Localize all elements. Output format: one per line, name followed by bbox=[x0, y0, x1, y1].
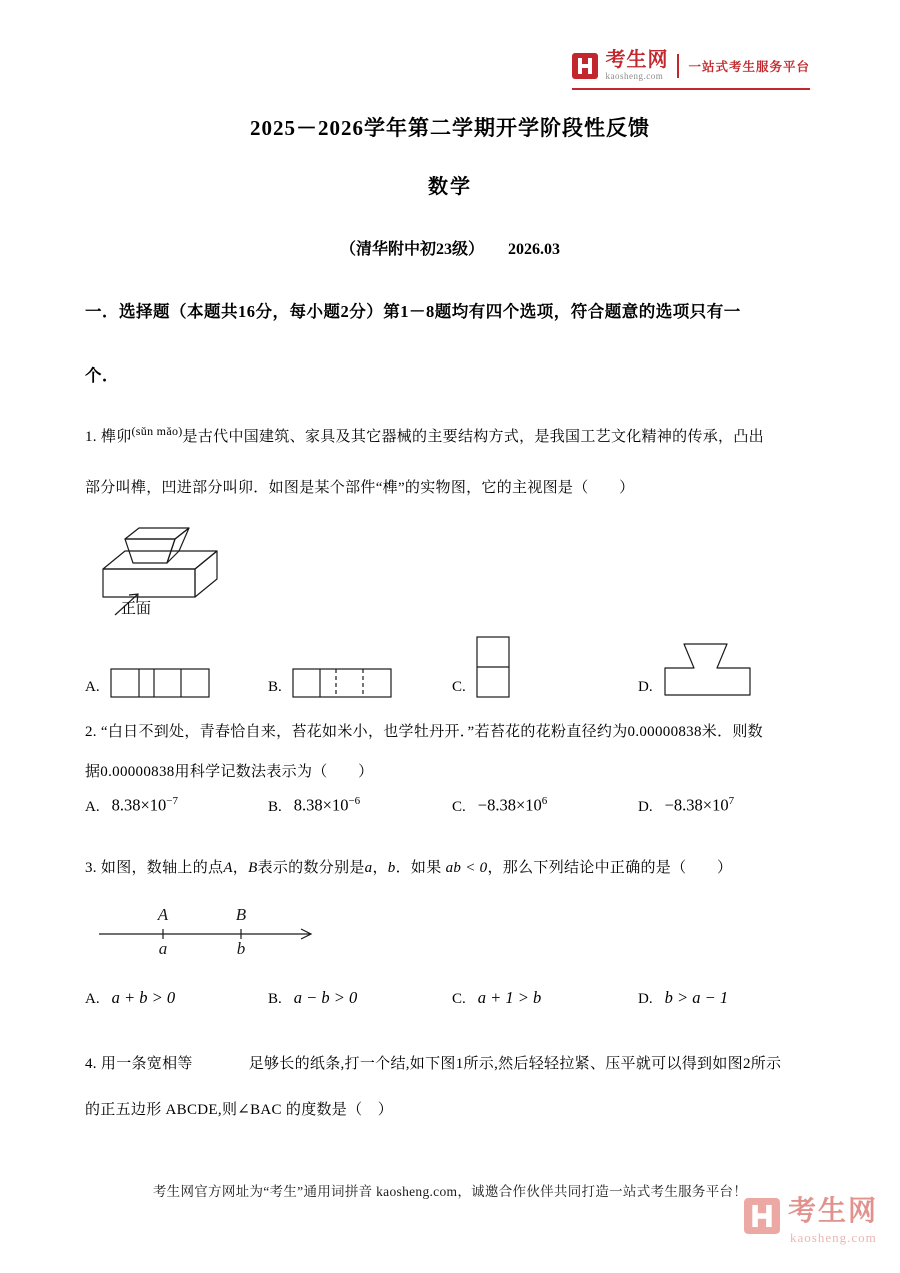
q1-option-a-diagram bbox=[110, 668, 210, 698]
q2-option-c-exponent: 6 bbox=[541, 795, 548, 807]
q2-option-d bbox=[638, 795, 734, 816]
q3-option-a-label: A. bbox=[85, 991, 100, 1007]
q3-options bbox=[85, 988, 825, 1018]
exam-subject: 数学 bbox=[428, 176, 472, 198]
q3-option-b-value: a − b > 0 bbox=[293, 988, 358, 1007]
q3-segment: ．如果 bbox=[395, 860, 446, 876]
q2-option-d-exponent: 7 bbox=[728, 795, 735, 807]
logo-tagline: 一站式考生服务平台 bbox=[688, 59, 810, 74]
q1-text-line1 bbox=[85, 424, 825, 446]
q1-line1-rest: 是古代中国建筑、家具及其它器械的主要结构方式，是我国工艺文化精神的传承，凸出 bbox=[182, 429, 764, 445]
q3-segment: b bbox=[387, 860, 396, 876]
q1-option-c bbox=[452, 636, 510, 698]
logo-divider bbox=[677, 54, 679, 78]
q4-text-line2: 的正五边形 ABCDE,则∠BAC 的度数是（ ） bbox=[85, 1102, 393, 1118]
q1-options bbox=[85, 628, 825, 698]
q2-option-a-label: A. bbox=[85, 798, 100, 815]
q2-option-b bbox=[268, 795, 360, 816]
q2-option-c-label: C. bbox=[452, 798, 466, 815]
q3-segment: ab < 0 bbox=[445, 860, 488, 876]
q2-option-a-exponent: −7 bbox=[166, 795, 178, 807]
q2-text-line2: 据0.00000838用科学记数法表示为（ ） bbox=[85, 764, 374, 780]
q2-option-b-value bbox=[294, 795, 360, 816]
q3-segment: 表示的数分别是 bbox=[257, 860, 365, 876]
q3-option-d-value: b > a − 1 bbox=[664, 988, 729, 1007]
q2-option-c-base: −8.38×10 bbox=[477, 795, 542, 815]
kaosheng-watermark-icon bbox=[744, 1198, 780, 1234]
q1-option-b-diagram bbox=[292, 668, 392, 698]
q3-point-a-label: A bbox=[157, 905, 169, 924]
q1-option-d-label: D. bbox=[638, 679, 653, 695]
q3-number-line bbox=[95, 898, 325, 958]
q1-pinyin: (sǔn mǎo) bbox=[131, 424, 183, 438]
q1-text-line2: 部分叫榫，凹进部分叫卯．如图是某个部件“榫”的实物图，它的主视图是（ ） bbox=[85, 480, 635, 496]
q3-option-d-label: D. bbox=[638, 991, 653, 1007]
q2-option-a-base: 8.38×10 bbox=[111, 795, 167, 815]
q1-option-c-label: C. bbox=[452, 679, 466, 695]
q3-option-c-value: a + 1 > b bbox=[477, 988, 542, 1007]
q2-option-b-base: 8.38×10 bbox=[293, 795, 349, 815]
section-heading-line1: 一．选择题（本题共16分，每小题2分）第1－8题均有四个选项，符合题意的选项只有一 bbox=[85, 302, 741, 321]
q2-option-b-exponent: −6 bbox=[348, 795, 361, 807]
q1-option-a bbox=[85, 668, 210, 698]
exam-title: 2025－2026学年第二学期开学阶段性反馈 bbox=[250, 116, 650, 140]
q2-option-b-label: B. bbox=[268, 798, 282, 815]
watermark-brand: 考生网 bbox=[787, 1196, 878, 1227]
q2-option-a-value bbox=[112, 795, 178, 816]
kaosheng-logo bbox=[572, 50, 810, 90]
q1-option-a-label: A. bbox=[85, 679, 100, 695]
q3-option-c bbox=[452, 988, 541, 1008]
q2-option-d-value bbox=[665, 795, 735, 816]
q3-option-c-label: C. bbox=[452, 991, 466, 1007]
q3-segment: a bbox=[364, 860, 373, 876]
q1-option-b-label: B. bbox=[268, 679, 282, 695]
q2-option-c bbox=[452, 795, 547, 816]
q3-segment: ， bbox=[232, 860, 249, 876]
exam-meta: （清华附中初23级） 2026.03 bbox=[339, 241, 560, 258]
watermark-domain: kaosheng.com bbox=[789, 1230, 877, 1245]
logo-brand: 考生网 bbox=[605, 49, 669, 71]
q2-option-c-value bbox=[478, 795, 548, 816]
q3-segment: B bbox=[248, 860, 258, 876]
q3-option-b-label: B. bbox=[268, 991, 282, 1007]
q1-figure-3d-part bbox=[95, 503, 255, 623]
q2-option-d-base: −8.38×10 bbox=[664, 795, 729, 815]
section-heading-line2: 个． bbox=[85, 366, 119, 385]
watermark-text-block bbox=[788, 1198, 878, 1244]
footer-text: 考生网官方网址为“考生”通用词拼音 kaosheng.com，诚邀合作伙伴共同打造一站式考生服务平台！ bbox=[152, 1184, 748, 1199]
q4-line1-post: 足够长的纸条,打一个结,如下图1所示,然后轻轻拉紧、压平就可以得到如图2所示 bbox=[248, 1056, 782, 1072]
q3-segment: ，那么下列结论中正确的是（ ） bbox=[487, 860, 733, 876]
q2-text-line1: 2. “白日不到处，青春恰自来，苔花如米小，也学牡丹开．”若苔花的花粉直径约为0.00000838米．则数 bbox=[85, 724, 763, 740]
q1-option-d-diagram bbox=[663, 640, 753, 698]
q3-point-b-label: B bbox=[235, 905, 247, 924]
q1-figure-front-label: 正面 bbox=[121, 601, 152, 617]
q3-option-d bbox=[638, 988, 728, 1008]
q1-option-c-diagram bbox=[476, 636, 510, 698]
logo-domain: kaosheng.com bbox=[605, 71, 664, 81]
q3-option-b bbox=[268, 988, 357, 1008]
q3-option-a bbox=[85, 988, 175, 1008]
q4-text-line1 bbox=[85, 1052, 825, 1073]
q2-option-a bbox=[85, 795, 178, 816]
q1-lead: 1. 榫卯 bbox=[85, 429, 132, 445]
q3-text-line1 bbox=[85, 856, 825, 877]
kaosheng-watermark bbox=[744, 1198, 878, 1244]
q3-value-a-label: a bbox=[158, 939, 168, 958]
q2-option-d-label: D. bbox=[638, 798, 653, 815]
q1-option-d bbox=[638, 640, 753, 698]
q3-value-b-label: b bbox=[236, 939, 246, 958]
q3-segment: 3. 如图，数轴上的点 bbox=[85, 860, 224, 876]
q4-line1-pre: 4. 用一条宽相等 bbox=[85, 1056, 193, 1072]
q2-options bbox=[85, 795, 825, 825]
q3-option-a-value: a + b > 0 bbox=[111, 988, 176, 1007]
q3-segment: A bbox=[223, 860, 233, 876]
kaosheng-logo-icon bbox=[572, 53, 598, 79]
logo-text-block bbox=[605, 50, 668, 81]
q3-segment: ， bbox=[372, 860, 388, 876]
q1-option-b bbox=[268, 668, 392, 698]
